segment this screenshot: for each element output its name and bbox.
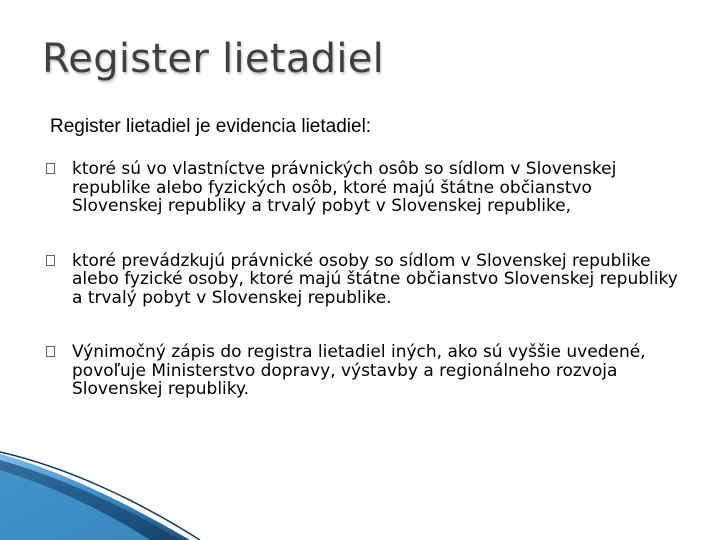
bullet-text: ktoré sú vo vlastníctve právnických osôb so sídlom v Slovenskej republike alebo fyzických osôb, ktoré majú štátne občianstvo Slovenskej republiky a trvalý pobyt v Slovenskej republike, — [72, 159, 617, 216]
corner-wave-decoration — [0, 440, 720, 540]
square-bullet-icon — [46, 346, 55, 357]
bullet-list — [46, 160, 686, 399]
list-item — [46, 160, 686, 216]
bullet-text: ktoré prevádzkujú právnické osoby so sídlom v Slovenskej republike alebo fyzické osoby, ktoré majú štátne občianstvo Slovenskej republiky a trvalý pobyt v Slovenskej republike. — [72, 250, 678, 308]
list-item — [46, 343, 686, 399]
bullet-text: Výnimočný zápis do registra lietadiel iných, ako sú vyššie uvedené, povoľuje Ministerstvo dopravy, výstavby a regionálneho rozvoja Slovenskej republiky. — [72, 342, 646, 399]
slide-title: Register lietadiel — [42, 36, 385, 82]
list-item — [46, 252, 686, 308]
square-bullet-icon — [46, 163, 55, 174]
square-bullet-icon — [46, 255, 55, 266]
intro-text: Register lietadiel je evidencia lietadiel: — [50, 116, 372, 137]
